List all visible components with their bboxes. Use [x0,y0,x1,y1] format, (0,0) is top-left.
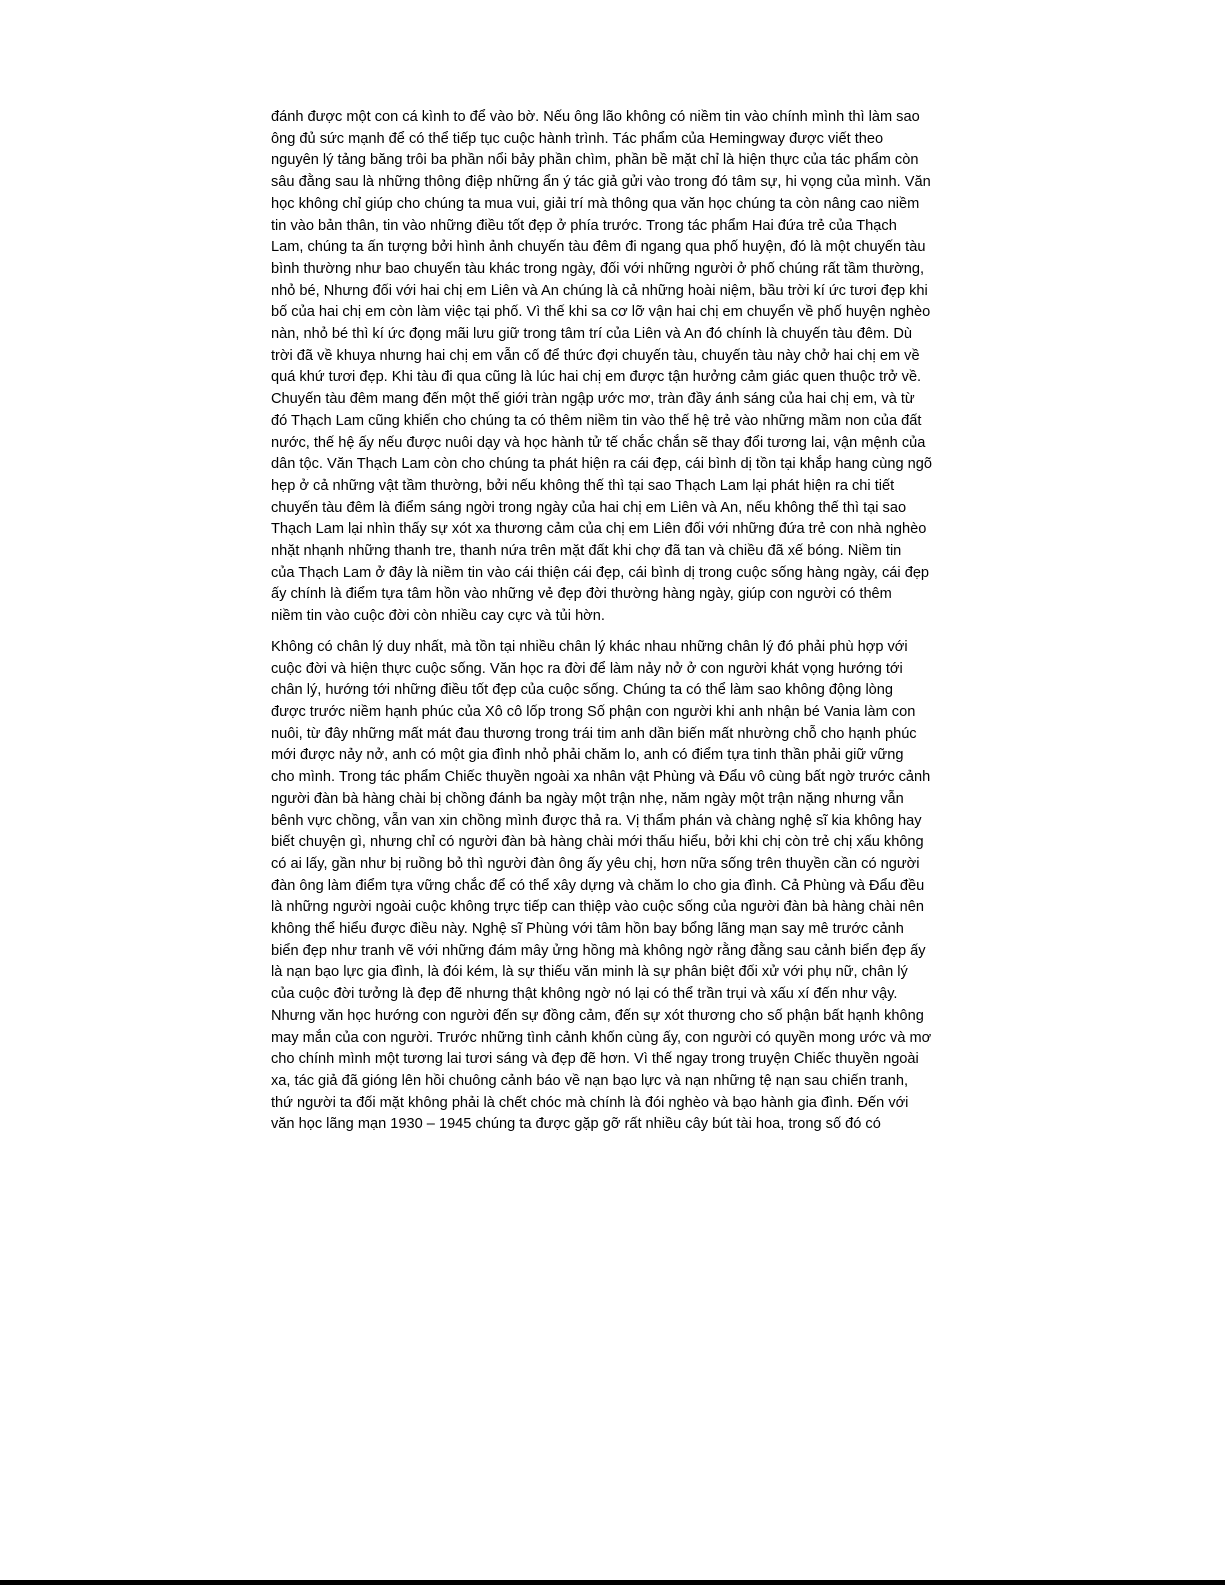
text-line: ông đủ sức mạnh để có thể tiếp tục cuộc hành trình. Tác phẩm của Hemingway được viết theo [271,130,884,147]
text-line: học không chỉ giúp cho chúng ta mua vui, giải trí mà thông qua văn học chúng ta còn nâng cao niềm [271,195,920,212]
text-line: là những người ngoài cuộc không trực tiếp can thiệp vào cuộc sống của người đàn bà hàng chài nên [271,899,924,916]
text-line: Chuyến tàu đêm mang đến một thế giới tràn ngập ước mơ, tràn đầy ánh sáng của hai chị em, và từ [271,391,915,408]
text-line: biển đẹp như tranh vẽ với những đám mây ửng hồng mà không ngờ rằng đằng sau cảnh biển đẹp ấy [271,942,926,959]
text-line: xa, tác giả đã gióng lên hồi chuông cảnh báo về nạn bạo lực và nạn những tệ nạn sau chiến tranh, [271,1072,908,1089]
text-line: người đàn bà hàng chài bị chồng đánh ba ngày một trận nhẹ, năm ngày một trận nặng nhưng vẫn [271,790,904,807]
text-line: dân tộc. Văn Thạch Lam còn cho chúng ta phát hiện ra cái đẹp, cái bình dị tồn tại khắp hang cùng ngõ [271,456,932,473]
text-line: có ai lấy, gần như bị ruồng bỏ thì người đàn ông ấy yêu chị, hơn nữa sống trên thuyền cần có người [271,855,920,872]
text-line: cuộc đời và hiện thực cuộc sống. Văn học ra đời để làm nảy nở ở con người khát vọng hướng tới [271,660,903,677]
text-line: may mắn của con người. Trước những tình cảnh khốn cùng ấy, con người có quyền mong ước và mơ [271,1029,932,1046]
text-line: nhỏ bé, Nhưng đối với hai chị em Liên và An chúng là cả những hoài niệm, bầu trời kí ức tươi đẹp khi [271,282,928,299]
text-line: văn học lãng mạn 1930 – 1945 chúng ta được gặp gỡ rất nhiều cây bút tài hoa, trong số đó có [271,1116,881,1133]
text-line: Lam, chúng ta ấn tượng bởi hình ảnh chuyến tàu đêm đi ngang qua phố huyện, đó là một chuyến tàu [271,239,926,256]
text-line: đánh được một con cá kình to để vào bờ. Nếu ông lão không có niềm tin vào chính mình thì làm sao [271,109,920,125]
text-line: sâu đằng sau là những thông điệp những ẩn ý tác giả gửi vào trong đó tâm sự, hi vọng của mình. Văn [271,174,931,191]
text-line: nguyên lý tảng băng trôi ba phần nổi bảy phần chìm, phần bề mặt chỉ là hiện thực của tác phẩm còn [271,152,919,169]
text-line: niềm tin vào cuộc đời còn nhiều cay cực và tủi hờn. [271,608,605,625]
text-line: Không có chân lý duy nhất, mà tồn tại nhiều chân lý khác nhau những chân lý đó phải phù hợp với [271,638,908,655]
text-line: tin vào bản thân, tin vào những điều tốt đẹp ở phía trước. Trong tác phẩm Hai đứa trẻ của Thạch [271,217,897,234]
text-line: Nhưng văn học hướng con người đến sự đồng cảm, đến sự xót thương cho số phận bất hạnh không [271,1007,924,1024]
text-line: của cuộc đời tưởng là đẹp đẽ nhưng thật không ngờ nó lại có thể trần trụi và xấu xí đến như vậy. [271,986,898,1003]
text-line: không thể hiểu được điều này. Nghệ sĩ Phùng với tâm hồn bay bổng lãng mạn say mê trước cảnh [271,921,904,938]
text-line: ấy chính là điểm tựa tâm hồn vào những vẻ đẹp đời thường hàng ngày, giúp con người có thêm [271,586,892,603]
paragraph [271,637,951,1136]
paragraph [271,107,951,628]
text-line: nàn, nhỏ bé thì kí ức đọng mãi lưu giữ trong tâm trí của Liên và An đó chính là chuyến tàu đêm. Dù [271,326,912,343]
text-line: Thạch Lam lại nhìn thấy sự xót xa thương cảm của chị em Liên đối với những đứa trẻ con nhà nghèo [271,521,927,538]
text-line: bố của hai chị em còn làm việc tại phố. Vì thế khi sa cơ lỡ vận hai chị em chuyển về phố huyện nghèo [271,304,931,321]
text-line: mới được nảy nở, anh có một gia đình nhỏ phải chăm lo, anh có điểm tựa tinh thần phải giữ vững [271,747,904,764]
text-line: nước, thế hệ ấy nếu được nuôi dạy và học hành tử tế chắc chắn sẽ thay đổi tương lai, vận mệnh của [271,434,926,451]
text-line: biết chuyện gì, nhưng chỉ có người đàn bà hàng chài mới thấu hiểu, bởi khi chị còn trẻ chị xấu không [271,834,924,851]
text-line: đàn ông làm điểm tựa vững chắc để có thể xây dựng và chăm lo cho gia đình. Cả Phùng và Đẩu đều [271,877,925,894]
text-line: nuôi, từ đây những mất mát đau thương trong trái tim anh dần biến mất nhường chỗ cho hạnh phúc [271,725,917,742]
text-line: thứ người ta đối mặt không phải là chết chóc mà chính là đói nghèo và bạo hành gia đình. Đến với [271,1094,909,1111]
text-line: chuyến tàu đêm là điểm sáng ngời trong ngày của hai chị em Liên và An, nếu không thế thì tại sao [271,499,907,516]
text-line: nhặt nhạnh những thanh tre, thanh nứa trên mặt đất khi chợ đã tan và chiều đã xế bóng. Niềm tin [271,543,902,560]
text-line: được trước niềm hạnh phúc của Xô cô lốp trong Số phận con người khi anh nhận bé Vania làm con [271,703,916,720]
text-line: bênh vực chồng, vẫn van xin chồng mình được thả ra. Vị thẩm phán và chàng nghệ sĩ kia không hay [271,812,922,829]
text-line: trời đã về khuya nhưng hai chị em vẫn cố để thức đợi chuyến tàu, chuyến tàu này chở hai chị em về [271,347,920,364]
text-line: quá khứ tươi đẹp. Khi tàu đi qua cũng là lúc hai chị em được tận hưởng cảm giác quen thuộc trở về. [271,369,922,386]
text-line: của Thạch Lam ở đây là niềm tin vào cái thiện cái đẹp, cái bình dị trong cuộc sống hàng ngày, cái đẹp [271,564,930,581]
document-body [271,107,951,1145]
page-bottom-edge [0,1580,1225,1585]
text-line: là nạn bạo lực gia đình, là đói kém, là sự thiếu văn minh là sự phân biệt đối xử với phụ nữ, chân lý [271,964,908,981]
text-line: cho mình. Trong tác phẩm Chiếc thuyền ngoài xa nhân vật Phùng và Đẩu vô cùng bất ngờ trước cảnh [271,769,931,786]
text-line: đó Thạch Lam cũng khiến cho chúng ta có thêm niềm tin vào thế hệ trẻ vào những mầm non của đất [271,412,922,429]
text-line: hẹp ở cả những vật tầm thường, bởi nếu không thế thì tại sao Thạch Lam lại phát hiện ra chi tiết [271,477,895,494]
text-line: chân lý, hướng tới những điều tốt đẹp của cuộc sống. Chúng ta có thể làm sao không động lòng [271,682,894,699]
text-line: bình thường như bao chuyến tàu khác trong ngày, đối với những người ở phố chúng rất tầm thường, [271,260,925,277]
text-line: cho chính mình một tương lai tươi sáng và đẹp đẽ hơn. Vì thế ngay trong truyện Chiếc thuyền ngoài [271,1051,919,1068]
